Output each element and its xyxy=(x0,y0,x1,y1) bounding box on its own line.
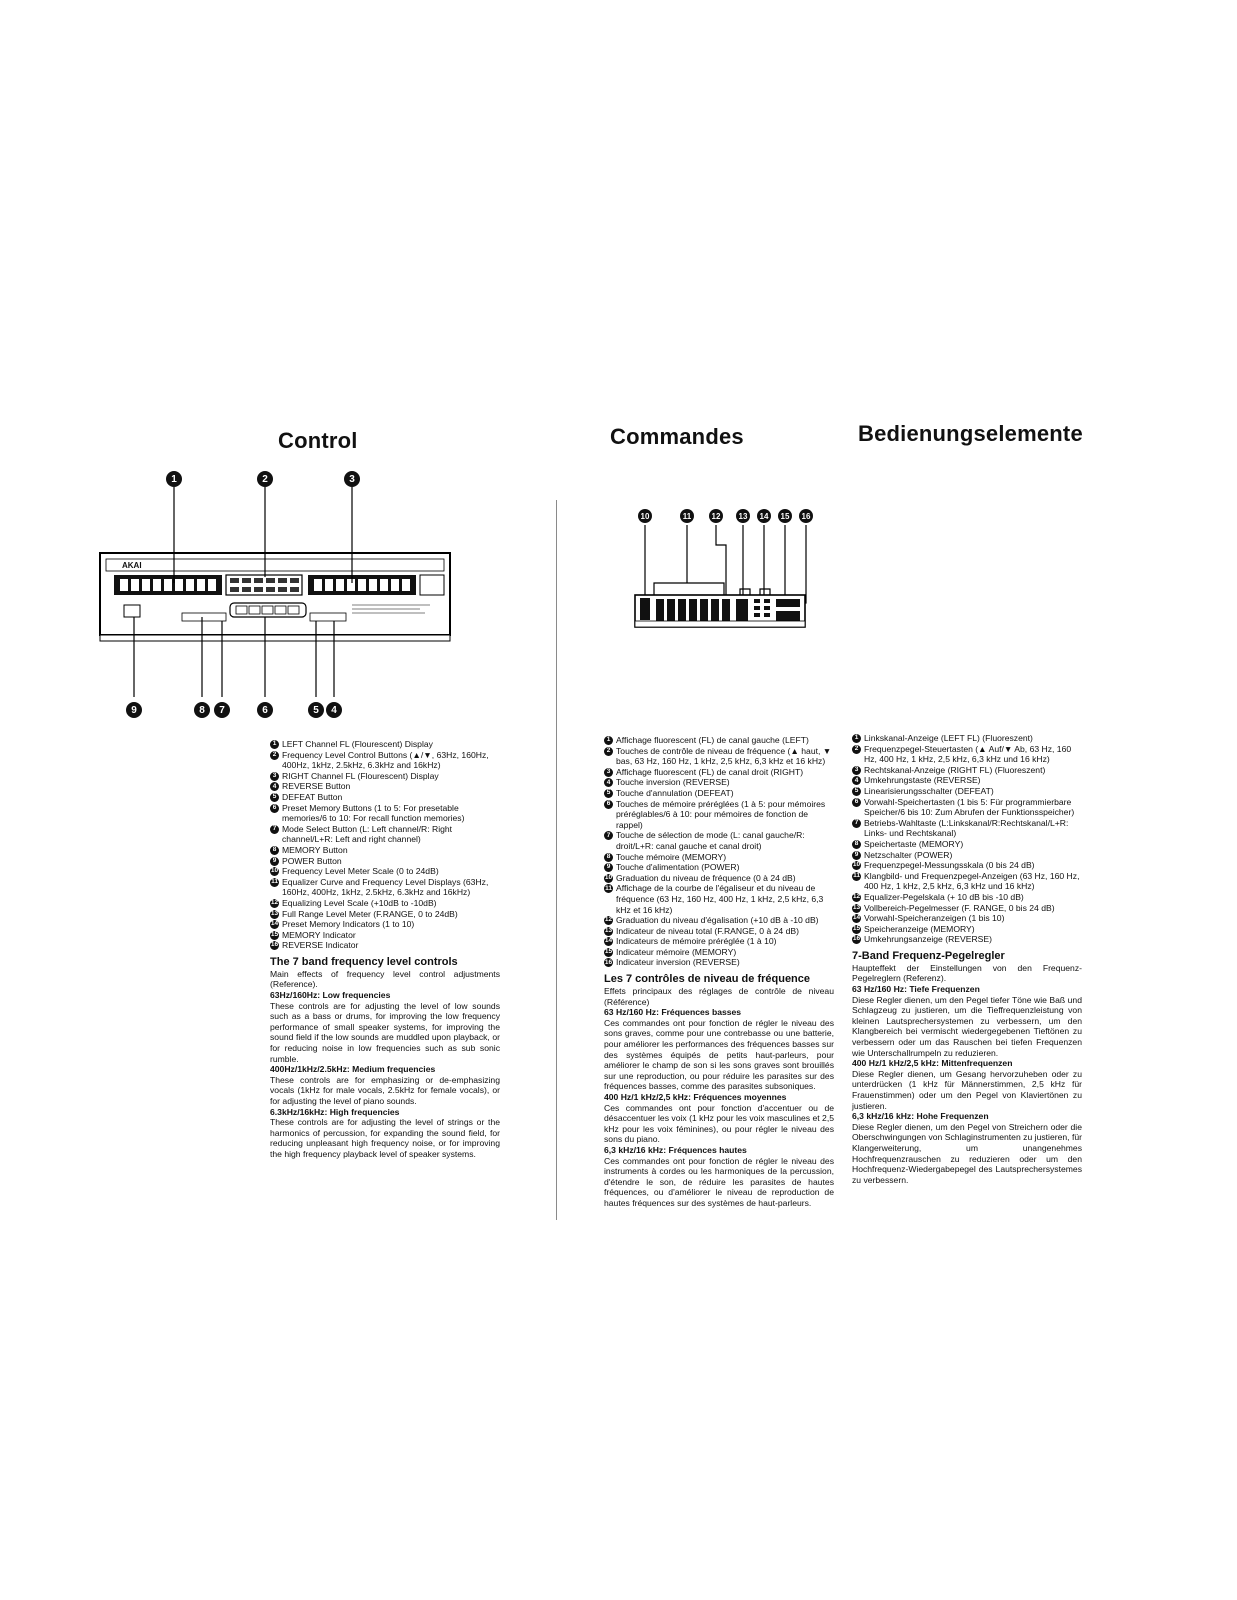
callout-8: 8 xyxy=(194,702,210,718)
list-item: 16 Indicateur inversion (REVERSE) xyxy=(604,957,740,968)
paragraph: Diese Regler dienen, um den Pegel von Streichern oder die Oberschwingungen von Schlaginstrumenten zu justieren, für Klangerweiterung, um unangenehmes Hochfrequenzrauschen zu reduzieren oder um den Hochfrequenz-Wiedergabepegel des Lautsprechersystemes zu verbessern. xyxy=(852,1121,1082,1185)
list-item: 12 Equalizer-Pegelskala (+ 10 dB bis -10 dB) xyxy=(852,891,1024,902)
list-item: 10 Graduation du niveau de fréquence (0 à 24 dB) xyxy=(604,872,796,883)
list-item: 1 Affichage fluorescent (FL) de canal gauche (LEFT) xyxy=(604,735,834,746)
intro-text: Effets principaux des réglages de contrôle de niveau (Référence) xyxy=(604,986,834,1007)
list-item: 14 Vorwahl-Speicheranzeigen (1 bis 10) xyxy=(852,913,1005,924)
subheading: 6,3 kHz/16 kHz: Fréquences hautes xyxy=(604,1144,747,1155)
list-item: 8 Touche mémoire (MEMORY) xyxy=(604,852,834,863)
paragraph: Ces commandes ont pour fonction d'accentuer ou de désaccentuer les voix (1 kHz pour les voix masculines et 2,5 kHz pour les voix féminines), ou pour régler le niveau des sons du piano. xyxy=(604,1102,834,1145)
intro-text: Haupteffekt der Einstellungen von den Frequenz-Pegelreglern (Referenz). xyxy=(852,962,1082,984)
display-svg xyxy=(630,505,830,635)
subheading: 63 Hz/160 Hz: Fréquences basses xyxy=(604,1007,742,1018)
paragraph: Ces commandes ont pour fonction de régler le niveau des instruments à cordes ou les harmoniques de la percussion, d'étendre le son, de réduire les parasites de hautes fréquences, ou d'améliorer le niveau de reproduction de hautes fréquences sur des systèmes de haut-parleurs. xyxy=(604,1155,834,1208)
list-item: 6 Vorwahl-Speichertasten (1 bis 5: Für programmierbare Speicher/6 bis 10: Zum Abrufen der Funktionsspeicher) xyxy=(852,797,1082,818)
intro-text: Main effects of frequency level control adjustments (Reference). xyxy=(270,968,500,990)
list-item: 16 Umkehrungsanzeige (REVERSE) xyxy=(852,934,993,945)
list-item: 4 Umkehrungstaste (REVERSE) xyxy=(852,775,1082,786)
list-item: 12 Graduation du niveau d'égalisation (+10 dB à -10 dB) xyxy=(604,915,819,926)
list-item: 13 Indicateur de niveau total (F.RANGE, 0 à 24 dB) xyxy=(604,925,799,936)
subheading: 400 Hz/1 kHz/2,5 kHz: Mittenfrequenzen xyxy=(852,1058,1013,1069)
list-item: 9 Touche d'alimentation (POWER) xyxy=(604,862,834,873)
section-heading: The 7 band frequency level controls xyxy=(270,955,458,968)
front-panel-diagram xyxy=(90,465,460,730)
list-item: 7 Mode Select Button (L: Left channel/R: Right channel/L+R: Left and right channel) xyxy=(270,824,500,845)
page-divider xyxy=(556,500,557,1220)
list-item: 16 REVERSE Indicator xyxy=(270,940,359,951)
subheading: 400Hz/1kHz/2.5kHz: Medium frequencies xyxy=(270,1064,436,1075)
paragraph: These controls are for adjusting the level of strings or the harmonics of percussion, for expanding the sound field, for reducing unpleasant high frequency noise, or for improving the high frequency playback level of speaker systems. xyxy=(270,1117,500,1159)
list-item: 4 REVERSE Button xyxy=(270,781,500,792)
list-item: 1 LEFT Channel FL (Flourescent) Display xyxy=(270,739,500,750)
section-heading: Les 7 contrôles de niveau de fréquence xyxy=(604,973,811,986)
brand-logo: AKAI xyxy=(122,561,142,570)
list-item: 8 Speichertaste (MEMORY) xyxy=(852,839,1082,850)
subheading: 6.3kHz/16kHz: High frequencies xyxy=(270,1106,400,1117)
title-de: Bedienungselemente xyxy=(858,421,1083,446)
paragraph: Diese Regler dienen, um Gesang hervorzuheben oder zu unterdrücken (1 kHz für Männerstimmen, 2,5 kHz für Frauenstimmen) oder um den Pegel von Klaviertönen zu justieren. xyxy=(852,1068,1082,1111)
callout-16: 16 xyxy=(799,509,813,523)
paragraph: Ces commandes ont pour fonction de régler le niveau des sons graves, comme pour une contrebasse ou une batterie, pour améliorer les performances des fréquences basses sur des systèmes équipés de petits haut-parleurs, pour améliorer le champ de son si les sons graves sont brouillés sur une reproduction, ou pour réduire les parasites sur des fréquences basses, comme des parasites subsoniques. xyxy=(604,1017,834,1092)
callout-13: 13 xyxy=(736,509,750,523)
callout-10: 10 xyxy=(638,509,652,523)
callout-2: 2 xyxy=(257,471,273,487)
list-item: 10 Frequenzpegel-Messungsskala (0 bis 24 dB) xyxy=(852,860,1035,871)
column-english xyxy=(270,739,500,1160)
list-item: 13 Vollbereich-Pegelmesser (F. RANGE, 0 bis 24 dB) xyxy=(852,902,1055,913)
list-item: 11 Klangbild- und Frequenzpegel-Anzeigen (63 Hz, 160 Hz, 400 Hz, 1 kHz, 2,5 kHz, 6,3 kHz und 16 kHz) xyxy=(853,870,1080,892)
list-item: 2 Frequency Level Control Buttons (▲/▼, 63Hz, 160Hz, 400Hz, 1kHz, 2.5kHz, 6.3kHz and 16kHz) xyxy=(270,750,500,771)
callout-5: 5 xyxy=(308,702,324,718)
list-item: 14 Indicateurs de mémoire préréglée (1 à 10) xyxy=(604,936,777,947)
callout-3: 3 xyxy=(344,471,360,487)
list-item: 4 Touche inversion (REVERSE) xyxy=(604,777,834,788)
paragraph: Diese Regler dienen, um den Pegel tiefer Töne wie Baß und Schlagzeug zu justieren, um die Tieffrequenzleistung von kleinen Lautsprechersystemen zu verbessern, um den Klangbereich bei vermischt wiedergegebenen Tieftönen zu verbessern oder um das Rauschen bei tiefen Frequenzen wie Unterschallrumpeln zu reduzieren. xyxy=(852,994,1082,1058)
display-diagram xyxy=(630,505,830,635)
list-item: 6 Preset Memory Buttons (1 to 5: For presetable memories/6 to 10: For recall function memories) xyxy=(270,803,500,824)
list-item: 8 MEMORY Button xyxy=(270,845,500,856)
subheading: 400 Hz/1 kHz/2,5 kHz: Fréquences moyennes xyxy=(604,1092,787,1102)
front-panel-svg xyxy=(90,465,460,730)
list-item: 9 POWER Button xyxy=(270,856,500,867)
list-item: 9 Netzschalter (POWER) xyxy=(852,850,1082,861)
list-item: 15 MEMORY Indicator xyxy=(270,929,356,940)
list-item: 15 Speicheranzeige (MEMORY) xyxy=(852,923,975,934)
subheading: 6,3 kHz/16 kHz: Hohe Frequenzen xyxy=(852,1111,989,1122)
subheading: 63 Hz/160 Hz: Tiefe Frequenzen xyxy=(852,984,980,995)
list-item: 10 Frequency Level Meter Scale (0 to 24dB) xyxy=(270,866,439,877)
callout-1: 1 xyxy=(166,471,182,487)
paragraph: These controls are for adjusting the level of low sounds such as a bass or drums, for improving the low frequency performance of small speaker systems, for improving the sound field if the low sounds are muddled upon playback, or for reducing noise in low frequencies such as sub sonic rumble. xyxy=(270,1000,500,1064)
callout-6: 6 xyxy=(257,702,273,718)
list-item: 13 Full Range Level Meter (F.RANGE, 0 to 24dB) xyxy=(270,908,458,919)
subheading: 63Hz/160Hz: Low frequencies xyxy=(270,990,391,1001)
list-item: 12 Equalizing Level Scale (+10dB to -10dB) xyxy=(270,897,437,908)
callout-15: 15 xyxy=(778,509,792,523)
list-item: 5 Touche d'annulation (DEFEAT) xyxy=(604,788,834,799)
callout-4: 4 xyxy=(326,702,342,718)
list-item: 5 DEFEAT Button xyxy=(270,792,500,803)
callout-12: 12 xyxy=(709,509,723,523)
column-french xyxy=(604,735,834,1209)
list-item: 11 Affichage de la courbe de l'égaliseur et du niveau de fréquence (63 Hz, 160 Hz, 400 Hz, 1 kHz, 2,5 kHz, 6,3 kHz et 16 kHz) xyxy=(605,883,824,915)
list-item: 15 Indicateur mémoire (MEMORY) xyxy=(604,946,737,957)
list-item: 2 Frequenzpegel-Steuertasten (▲ Auf/▼ Ab, 63 Hz, 160 Hz, 400 Hz, 1 kHz, 2,5 kHz, 6,3 kHz und 16 kHz) xyxy=(852,744,1082,765)
list-item: 3 Affichage fluorescent (FL) de canal droit (RIGHT) xyxy=(604,767,834,778)
list-item: 6 Touches de mémoire préréglées (1 à 5: pour mémoires préréglables/6 à 10: pour mémoires de fonction de rappel) xyxy=(604,799,834,831)
list-item: 1 Linkskanal-Anzeige (LEFT FL) (Fluoreszent) xyxy=(852,733,1082,744)
callout-9: 9 xyxy=(126,702,142,718)
list-item: 7 Betriebs-Wahltaste (L:Linkskanal/R:Rechtskanal/L+R: Links- und Rechtskanal) xyxy=(852,818,1082,839)
column-german xyxy=(852,733,1082,1185)
title-en: Control xyxy=(278,428,358,453)
list-item: 11 Equalizer Curve and Frequency Level Displays (63Hz, 160Hz, 400Hz, 1kHz, 2.5kHz, 6.3kHz and 16kHz) xyxy=(271,876,489,898)
title-fr: Commandes xyxy=(610,424,744,449)
list-item: 3 RIGHT Channel FL (Flourescent) Display xyxy=(270,771,500,782)
section-heading: 7-Band Frequenz-Pegelregler xyxy=(852,949,1005,962)
list-item: 3 Rechtskanal-Anzeige (RIGHT FL) (Fluoreszent) xyxy=(852,765,1082,776)
list-item: 14 Preset Memory Indicators (1 to 10) xyxy=(270,919,415,930)
callout-14: 14 xyxy=(757,509,771,523)
paragraph: These controls are for emphasizing or de-emphasizing vocals (1kHz for male vocals, 2.5kHz for female vocals), or for adjusting the level of piano sounds. xyxy=(270,1074,500,1106)
list-item: 5 Linearisierungsschalter (DEFEAT) xyxy=(852,786,1082,797)
callout-7: 7 xyxy=(214,702,230,718)
callout-11: 11 xyxy=(680,509,694,523)
list-item: 2 Touches de contrôle de niveau de fréquence (▲ haut, ▼ bas, 63 Hz, 160 Hz, 1 kHz, 2,5 kHz, 6,3 kHz et 16 kHz) xyxy=(604,746,834,767)
list-item: 7 Touche de sélection de mode (L: canal gauche/R: droit/L+R: canal gauche et canal droit) xyxy=(604,830,834,851)
